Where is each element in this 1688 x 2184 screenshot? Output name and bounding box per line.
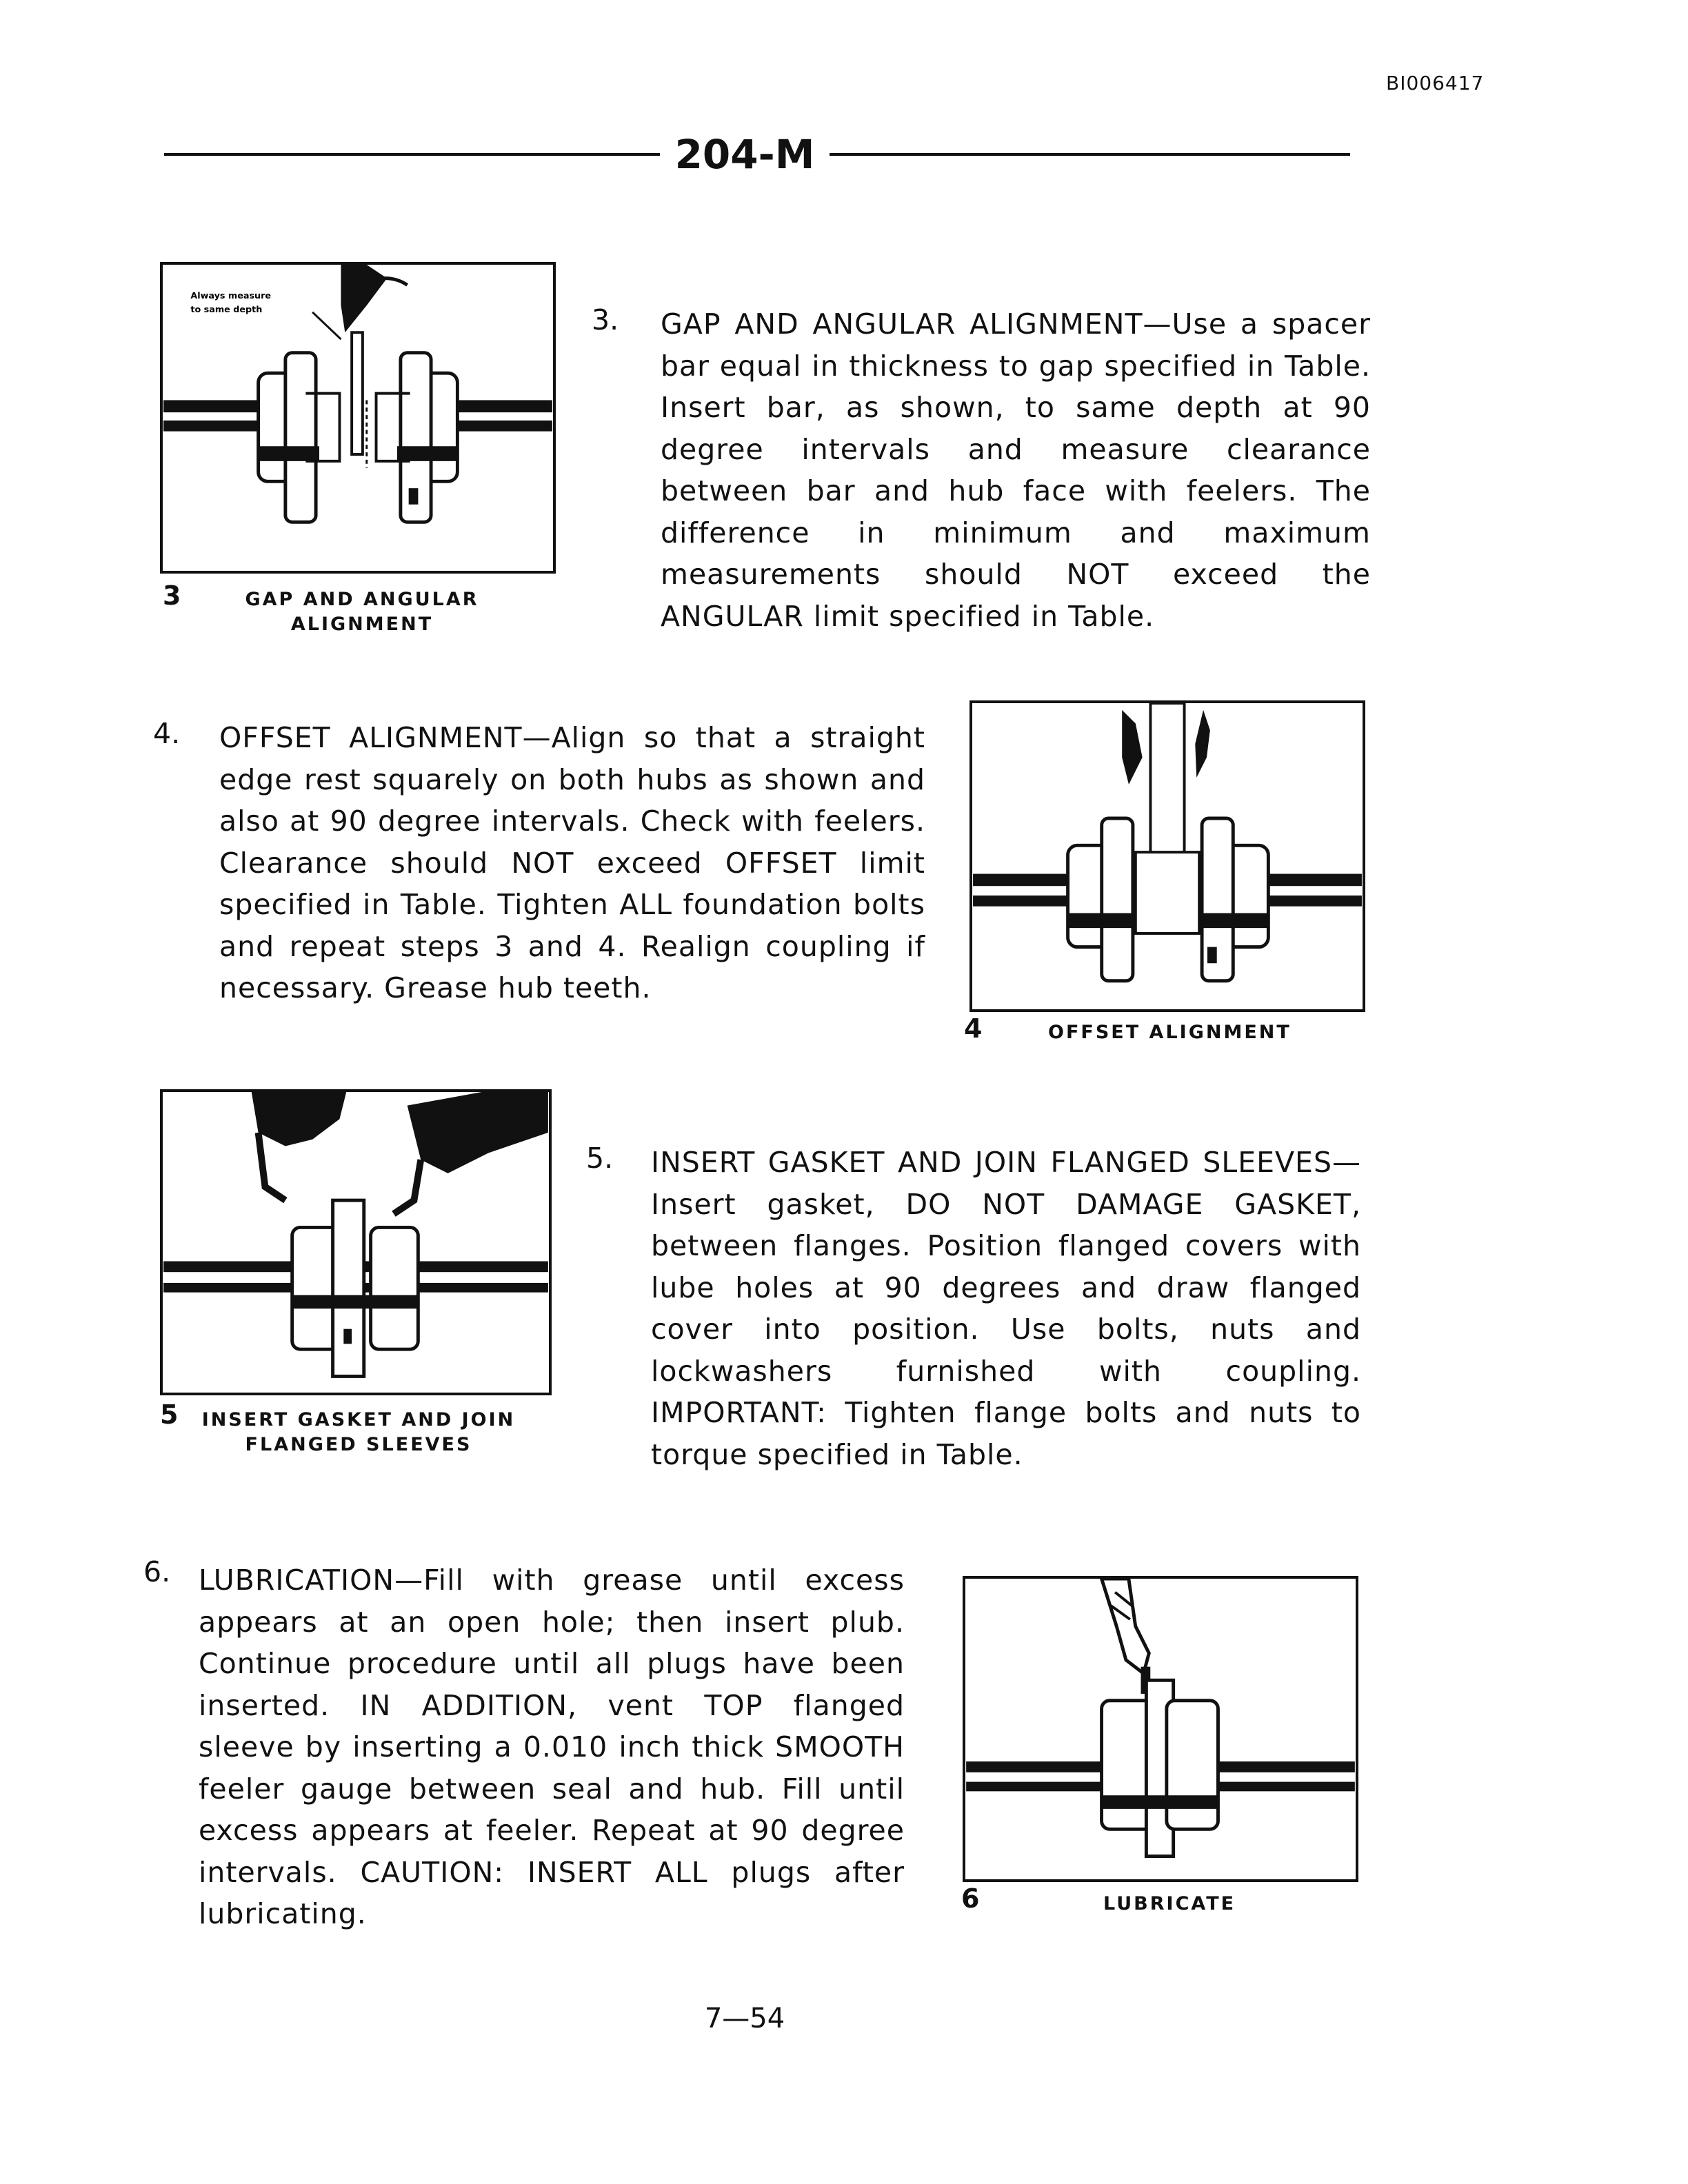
gasket-sleeves-illustration (163, 1092, 549, 1393)
document-id: BI006417 (1386, 72, 1485, 94)
figure-note-line2: to same depth (190, 304, 263, 315)
step-6-number: 6. (143, 1555, 171, 1588)
coupling-gap-illustration (163, 265, 553, 571)
grease-gun-illustration (965, 1579, 1356, 1879)
figure-offset-alignment (969, 700, 1365, 1012)
figure-5-number: 5 (160, 1399, 179, 1430)
figure-lubricate (963, 1576, 1358, 1882)
step-5-text: INSERT GASKET AND JOIN FLANGED SLEEVES—Insert gasket, DO NOT DAMAGE GASKET, between flanges. Position flanged covers with lube holes at 90 degrees and draw flanged cover into position. Use bolts, nuts and lockwashers furnished with coupling. IMPORTANT: Tighten flange bolts and nuts to torque specified in Table. (651, 1146, 1361, 1471)
figure-insert-gasket (160, 1089, 552, 1395)
figure-3-number: 3 (163, 580, 181, 611)
figure-4-number: 4 (964, 1013, 983, 1044)
figure-3-caption: GAP AND ANGULAR ALIGNMENT (245, 589, 479, 635)
step-3-number: 3. (592, 303, 619, 336)
step-6-text: LUBRICATION—Fill with grease until excess appears at an open hole; then insert plub. Continue procedure until all plugs have been inserted. IN ADDITION, vent TOP flanged sleeve by inserting a 0.010 inch thick SMOOTH feeler gauge between seal and hub. Fill until excess appears at feeler. Repeat at 90 degree intervals. CAUTION: INSERT ALL plugs after lubricating. (199, 1564, 905, 1930)
figure-6-number: 6 (961, 1883, 980, 1914)
figure-note-line1: Always measure (190, 291, 272, 302)
figure-4-caption: OFFSET ALIGNMENT (1048, 1022, 1292, 1043)
step-4-number: 4. (153, 717, 181, 750)
step-4-text: OFFSET ALIGNMENT—Align so that a straight edge rest squarely on both hubs as shown and also at 90 degree intervals. Check with feelers. Clearance should NOT exceed OFFSET limit specified in Table. Tighten ALL foundation bolts and repeat steps 3 and 4. Realign coupling if necessary. Grease hub teeth. (219, 721, 925, 1004)
page-number: 7—54 (704, 2003, 785, 2034)
figure-gap-angular-alignment (160, 262, 556, 574)
page-title: 204-M (0, 131, 1489, 178)
straight-edge-illustration (972, 703, 1363, 1009)
figure-5-caption: INSERT GASKET AND JOIN FLANGED SLEEVES (201, 1409, 516, 1455)
figure-6-caption: LUBRICATE (1103, 1893, 1236, 1914)
step-5-number: 5. (586, 1142, 614, 1175)
step-3-text: GAP AND ANGULAR ALIGNMENT—Use a spacer bar equal in thickness to gap specified in Table. Insert bar, as shown, to same depth at 90 degree intervals and measure clearance between bar and hub face with feelers. The difference in minimum and maximum measurements should NOT exceed the ANGULAR limit specified in Table. (661, 307, 1371, 633)
